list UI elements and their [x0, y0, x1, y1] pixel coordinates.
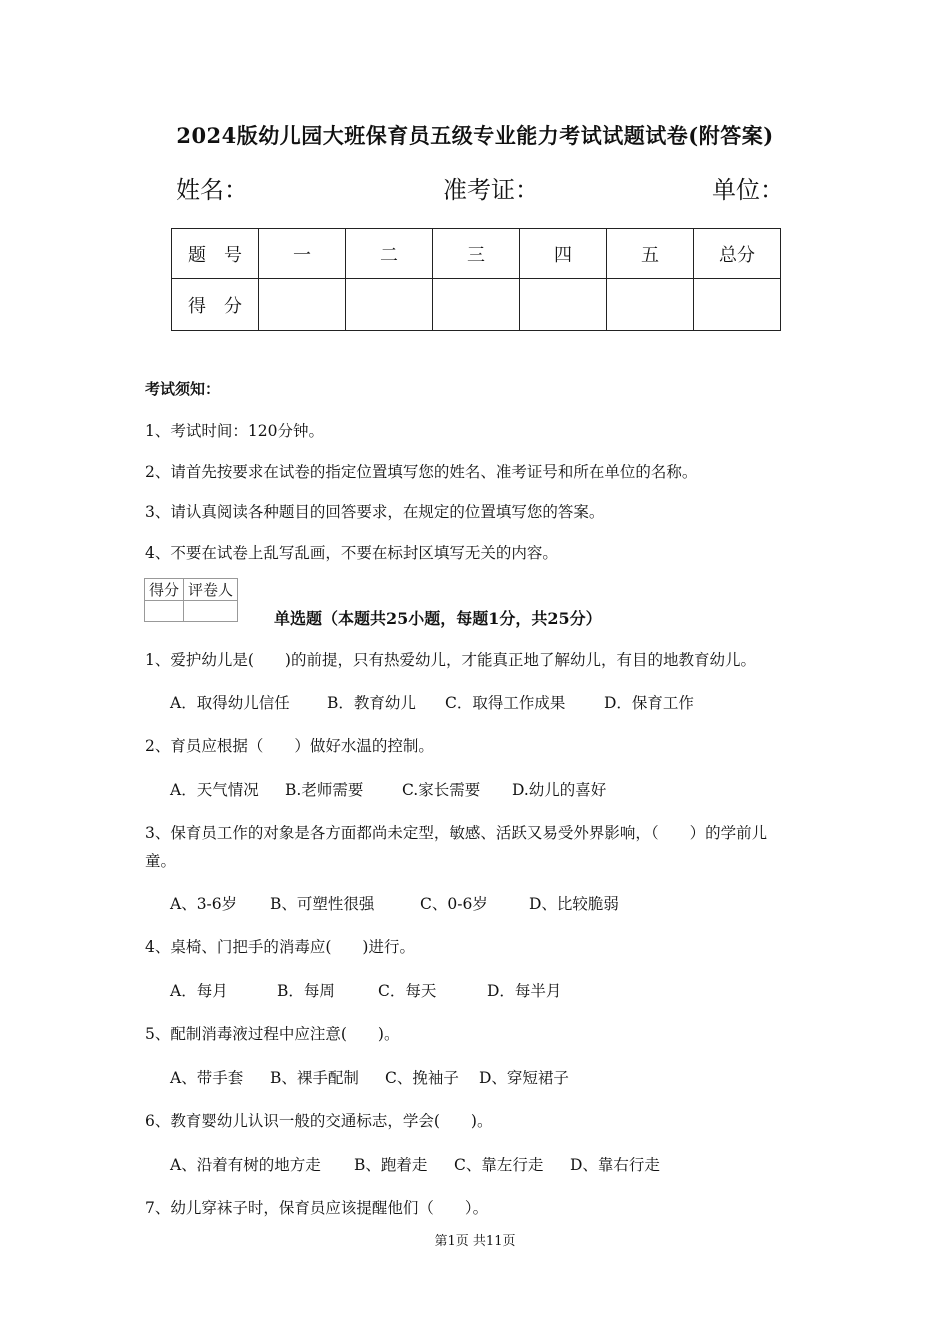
score-cell	[346, 279, 433, 331]
notice-item: 2、请首先按要求在试卷的指定位置填写您的姓名、准考证号和所在单位的名称。	[145, 463, 698, 481]
option-a: A．取得幼儿信任	[170, 694, 290, 712]
option-a: A、3-6岁	[170, 895, 238, 913]
section-heading: 单选题（本题共25小题，每题1分，共25分）	[274, 609, 602, 628]
score-table	[171, 228, 781, 331]
option-b: B．每周	[277, 982, 335, 1000]
option-c: C、挽袖子	[385, 1069, 459, 1087]
option-c: C、靠左行走	[454, 1156, 544, 1174]
grader-score-label: 得分	[145, 579, 184, 601]
score-cell	[433, 279, 520, 331]
question-text: 2、育员应根据（ ）做好水温的控制。	[145, 737, 434, 755]
score-table-header-row	[172, 229, 781, 279]
score-cell	[607, 279, 694, 331]
option-d: D、靠右行走	[570, 1156, 660, 1174]
option-a: A、带手套	[170, 1069, 244, 1087]
option-c: C．取得工作成果	[445, 694, 566, 712]
question-text-continued: 童。	[145, 852, 177, 870]
option-d: D、穿短裙子	[479, 1069, 569, 1087]
option-b: B.老师需要	[285, 781, 364, 799]
score-cell	[694, 279, 781, 331]
unit-field-label: 单位：	[712, 176, 784, 204]
option-d: D．保育工作	[604, 694, 694, 712]
option-c: C.家长需要	[402, 781, 481, 799]
grader-name-cell	[184, 601, 238, 622]
notice-item: 1、考试时间：120分钟。	[145, 422, 324, 440]
option-a: A．每月	[170, 982, 228, 1000]
option-c: C、0-6岁	[420, 895, 488, 913]
grader-score-cell	[145, 601, 184, 622]
option-b: B．教育幼儿	[327, 694, 416, 712]
page-footer: 第1页 共11页	[434, 1234, 516, 1249]
question-text: 7、幼儿穿袜子时，保育员应该提醒他们（ ）。	[145, 1199, 489, 1217]
score-header-cell: 四	[520, 229, 607, 279]
score-row-label: 得 分	[172, 279, 259, 331]
document-title: 2024版幼儿园大班保育员五级专业能力考试试题试卷(附答案)	[176, 123, 774, 148]
notice-item: 4、不要在试卷上乱写乱画，不要在标封区填写无关的内容。	[145, 544, 558, 562]
option-b: B、跑着走	[354, 1156, 428, 1174]
grader-table	[144, 578, 238, 622]
question-text: 6、教育婴幼儿认识一般的交通标志，学会( )。	[145, 1112, 493, 1130]
score-cell	[259, 279, 346, 331]
score-header-cell: 题 号	[172, 229, 259, 279]
question-text: 1、爱护幼儿是( )的前提，只有热爱幼儿，才能真正地了解幼儿，有目的地教育幼儿。	[145, 651, 756, 669]
option-b: B、可塑性很强	[270, 895, 375, 913]
score-header-cell: 一	[259, 229, 346, 279]
score-header-cell: 五	[607, 229, 694, 279]
notice-title: 考试须知：	[145, 380, 221, 398]
score-header-cell: 总分	[694, 229, 781, 279]
option-d: D、比较脆弱	[529, 895, 619, 913]
option-c: C．每天	[378, 982, 437, 1000]
score-header-cell: 二	[346, 229, 433, 279]
option-a: A、沿着有树的地方走	[170, 1156, 321, 1174]
question-text: 5、配制消毒液过程中应注意( )。	[145, 1025, 400, 1043]
notice-item: 3、请认真阅读各种题目的回答要求，在规定的位置填写您的答案。	[145, 503, 605, 521]
name-field-label: 姓名：	[176, 176, 248, 204]
grader-name-label: 评卷人	[184, 579, 238, 601]
question-text: 4、桌椅、门把手的消毒应( )进行。	[145, 938, 415, 956]
option-b: B、裸手配制	[270, 1069, 359, 1087]
score-table-score-row	[172, 279, 781, 331]
option-d: D．每半月	[487, 982, 562, 1000]
score-cell	[520, 279, 607, 331]
question-text: 3、保育员工作的对象是各方面都尚未定型，敏感、活跃又易受外界影响，（ ）的学前儿	[145, 824, 768, 842]
score-header-cell: 三	[433, 229, 520, 279]
exam-id-field-label: 准考证：	[443, 176, 539, 204]
option-a: A．天气情况	[170, 781, 259, 799]
option-d: D.幼儿的喜好	[512, 781, 607, 799]
